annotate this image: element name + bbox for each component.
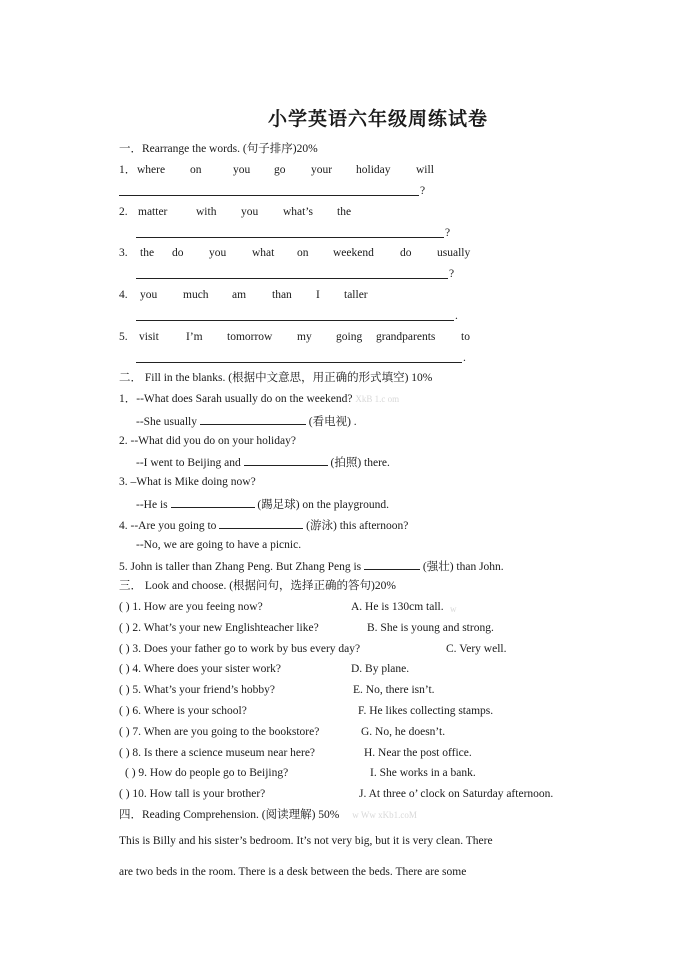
match-answer: A. He is 130cm tall.: [351, 601, 444, 613]
match-answer: F. He likes collecting stamps.: [358, 705, 494, 717]
fill-answer-3-pre: --He is: [136, 499, 168, 511]
watermark-mark: w: [450, 604, 457, 614]
section4-heading-text: 四．Reading Comprehension. (阅读理解) 50%: [119, 809, 340, 821]
match-question: ( ) 5. What’s your friend’s hobby?: [119, 684, 275, 696]
match-answer: E. No, there isn’t.: [353, 684, 435, 696]
fill-question-4-pre: 4. --Are you going to: [119, 520, 217, 532]
fill-question-3: 3. –What is Mike doing now?: [119, 476, 256, 488]
match-answer: I. She works in a bank.: [370, 767, 476, 779]
section1-heading: 一．Rearrange the words. (句子排序)20%: [119, 143, 318, 155]
fill-blank-1[interactable]: [200, 413, 306, 425]
match-question: ( ) 7. When are you going to the bookstore?: [119, 726, 320, 738]
answer-line-end-mark: .: [455, 310, 458, 322]
fill-question-1-text: 1．--What does Sarah usually do on the weekend?: [119, 393, 353, 405]
section3-heading: 三． Look and choose. (根据问句，选择正确的答句)20%: [119, 580, 396, 592]
watermark-text-2: w Ww xKb1.coM: [352, 810, 417, 820]
answer-line[interactable]: [136, 237, 444, 238]
rearrange-word: tomorrow: [227, 331, 273, 343]
rearrange-word: do: [400, 247, 412, 259]
fill-answer-1: [136, 413, 357, 429]
match-answer: D. By plane.: [351, 663, 410, 675]
rearrange-word: going: [336, 331, 363, 343]
fill-answer-2: [136, 454, 390, 470]
rearrange-item-number: 5.: [119, 331, 128, 343]
fill-blank-3[interactable]: [171, 496, 255, 508]
rearrange-word: usually: [437, 247, 471, 259]
fill-blank-2[interactable]: [244, 454, 328, 466]
rearrange-word: you: [233, 164, 251, 176]
rearrange-word: what’s: [283, 206, 314, 218]
answer-line[interactable]: [136, 320, 454, 321]
match-question: ( ) 8. Is there a science museum near here?: [119, 747, 316, 759]
rearrange-word: the: [337, 206, 352, 218]
match-answer: B. She is young and strong.: [367, 622, 494, 634]
section2-heading: 二． Fill in the blanks. (根据中文意思，用正确的形式填空) 10%: [119, 372, 433, 384]
reading-paragraph-line-1: This is Billy and his sister’s bedroom. It’s not very big, but it is very clean. There: [119, 835, 493, 847]
answer-line-end-mark: ?: [445, 227, 451, 239]
fill-answer-3-post: (踢足球) on the playground.: [257, 499, 389, 511]
fill-answer-3: [136, 496, 389, 512]
fill-blank-5[interactable]: [364, 558, 420, 570]
fill-question-5-pre: 5. John is taller than Zhang Peng. But Zhang Peng is: [119, 561, 362, 573]
fill-answer-2-pre: --I went to Beijing and: [136, 457, 241, 469]
rearrange-word: I’m: [186, 331, 203, 343]
fill-answer-1-pre: --She usually: [136, 416, 198, 428]
answer-line[interactable]: [119, 195, 419, 196]
answer-line-end-mark: ?: [449, 268, 455, 280]
rearrange-word: matter: [138, 206, 168, 218]
reading-paragraph-line-2: are two beds in the room. There is a desk between the beds. There are some: [119, 866, 467, 878]
rearrange-word: visit: [139, 331, 159, 343]
rearrange-word: go: [274, 164, 286, 176]
rearrange-word: the: [140, 247, 155, 259]
rearrange-word: on: [297, 247, 309, 259]
rearrange-word: am: [232, 289, 247, 301]
rearrange-word: what: [252, 247, 275, 259]
rearrange-word: will: [416, 164, 434, 176]
rearrange-word: holiday: [356, 164, 391, 176]
rearrange-word: you: [209, 247, 227, 259]
match-answer: J. At three o’ clock on Saturday afternoon.: [359, 788, 554, 800]
match-question: ( ) 9. How do people go to Beijing?: [125, 767, 289, 779]
answer-line[interactable]: [136, 278, 448, 279]
rearrange-word: weekend: [333, 247, 374, 259]
answer-line[interactable]: [136, 362, 462, 363]
fill-question-4-post: (游泳) this afternoon?: [306, 520, 409, 532]
rearrange-word: where: [137, 164, 166, 176]
fill-question-1: [119, 392, 399, 406]
rearrange-word: my: [297, 331, 312, 343]
watermark-text: XkB 1.c om: [355, 394, 400, 404]
rearrange-item-number: 3.: [119, 247, 128, 259]
fill-question-5: [119, 558, 504, 574]
fill-question-5-post: (强壮) than John.: [422, 561, 504, 573]
fill-answer-4: --No, we are going to have a picnic.: [136, 539, 302, 551]
rearrange-word: with: [196, 206, 217, 218]
answer-line-end-mark: .: [463, 352, 466, 364]
rearrange-word: much: [183, 289, 209, 301]
match-question: ( ) 3. Does your father go to work by bus every day?: [119, 643, 361, 655]
match-answer: C. Very well.: [446, 643, 507, 655]
rearrange-word: your: [311, 164, 333, 176]
section4-heading: [119, 808, 417, 822]
rearrange-word: than: [272, 289, 292, 301]
fill-answer-2-post: (拍照) there.: [330, 457, 390, 469]
fill-question-2: 2. --What did you do on your holiday?: [119, 435, 296, 447]
rearrange-item-number: 1．: [119, 164, 137, 176]
rearrange-word: to: [461, 331, 470, 343]
fill-answer-1-post: (看电视) .: [308, 416, 357, 428]
rearrange-item-number: 2.: [119, 206, 128, 218]
match-question: ( ) 10. How tall is your brother?: [119, 788, 266, 800]
fill-question-4: [119, 517, 408, 533]
fill-blank-4[interactable]: [219, 517, 303, 529]
match-question: ( ) 1. How are you feeing now?: [119, 601, 263, 613]
rearrange-word: taller: [344, 289, 368, 301]
rearrange-word: do: [172, 247, 184, 259]
page-title: 小学英语六年级周练试卷: [268, 109, 489, 130]
rearrange-word: on: [190, 164, 202, 176]
match-question: ( ) 6. Where is your school?: [119, 705, 247, 717]
rearrange-word: I: [316, 289, 320, 301]
match-answer: G. No, he doesn’t.: [361, 726, 446, 738]
rearrange-word: you: [140, 289, 158, 301]
match-question: ( ) 4. Where does your sister work?: [119, 663, 282, 675]
rearrange-word: you: [241, 206, 259, 218]
answer-line-end-mark: ?: [420, 185, 426, 197]
rearrange-word: grandparents: [376, 331, 436, 343]
match-question: ( ) 2. What’s your new Englishteacher like?: [119, 622, 319, 634]
match-answer: H. Near the post office.: [364, 747, 472, 759]
rearrange-item-number: 4.: [119, 289, 128, 301]
